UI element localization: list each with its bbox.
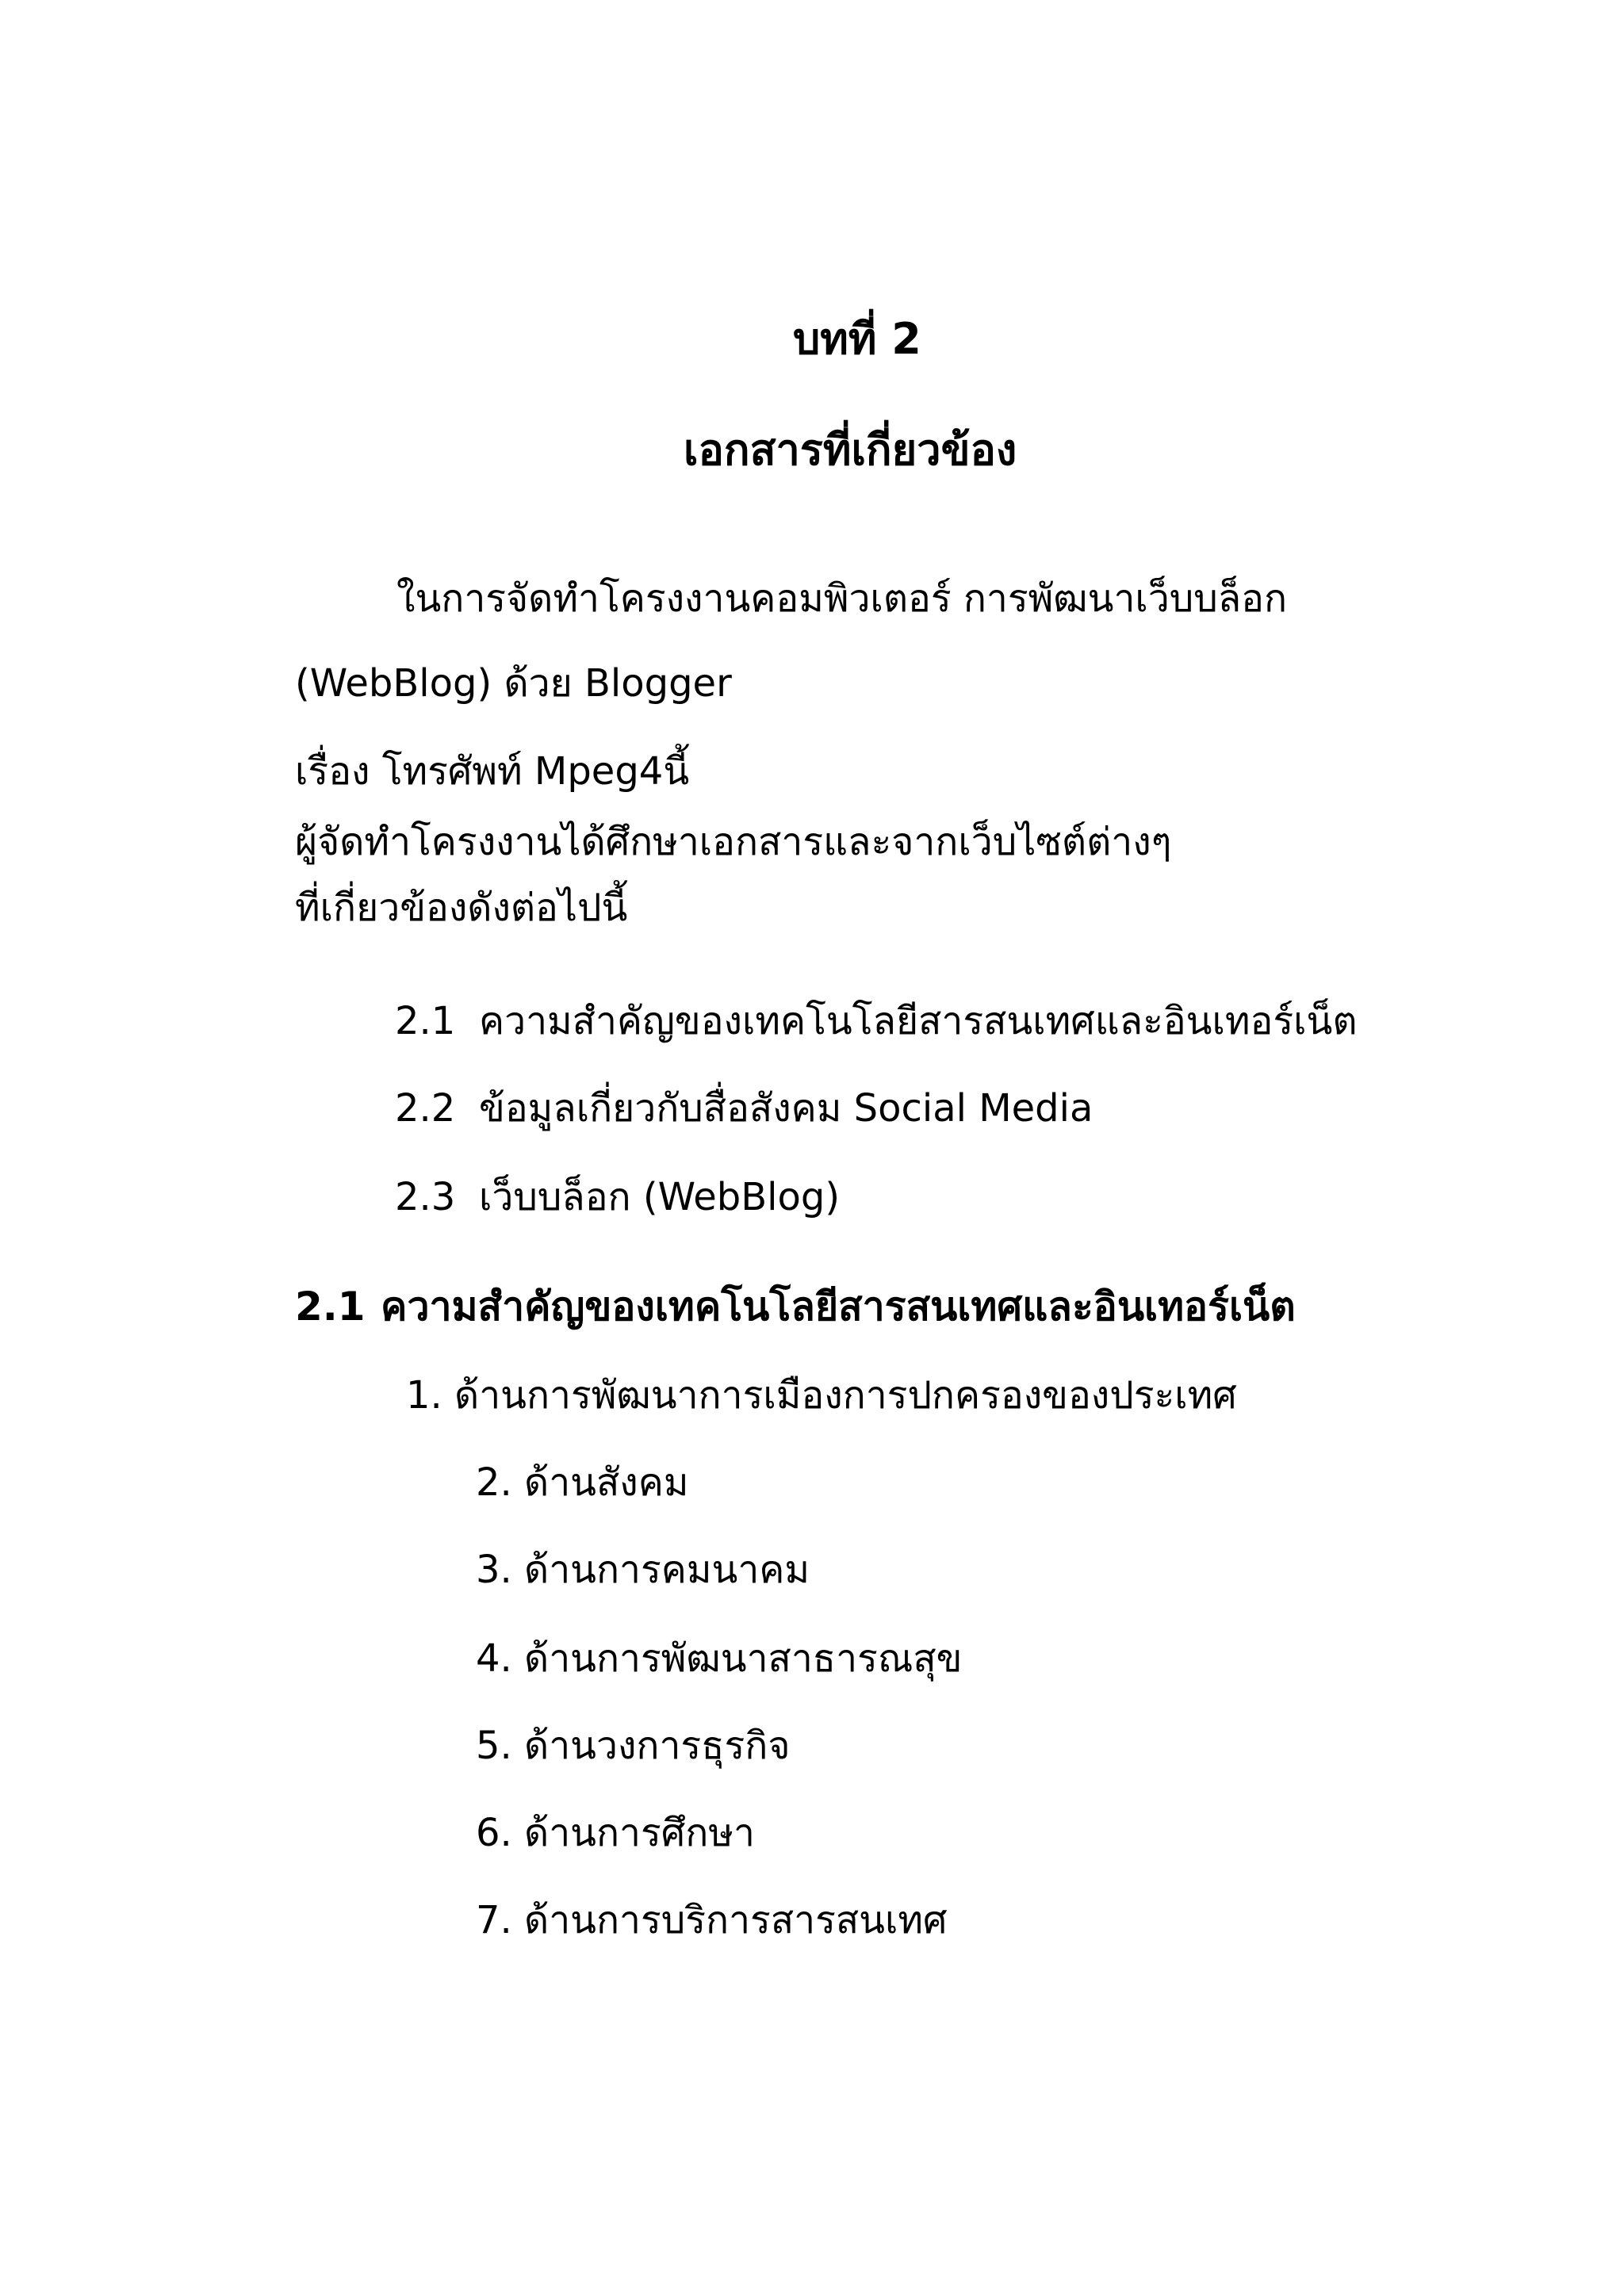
intro-line-5: ที่เกี่ยวข้องดังต่อไปนี้: [295, 886, 628, 930]
toc-item-label: เว็บบล็อก (WebBlog): [479, 1175, 841, 1219]
list-item: 6. ด้านการศึกษา: [476, 1811, 755, 1855]
chapter-subtitle: เอกสารที่เกี่ยวข้อง: [684, 425, 1017, 475]
toc-item-label: ความสำคัญของเทคโนโลยีสารสนเทศและอินเทอร์เน็ต: [479, 999, 1358, 1043]
intro-line-2: (WebBlog) ด้วย Blogger: [295, 661, 732, 706]
toc-item-label: ข้อมูลเกี่ยวกับสื่อสังคม Social Media: [479, 1086, 1094, 1131]
intro-line-4: ผู้จัดทำโครงงานได้ศึกษาเอกสารและจากเว็บไซต์ต่างๆ: [295, 820, 1172, 864]
toc-item-number: 2.1: [395, 999, 456, 1043]
list-item: 5. ด้านวงการธุรกิจ: [476, 1724, 791, 1768]
list-item: 3. ด้านการคมนาคม: [476, 1548, 810, 1592]
toc-item-number: 2.2: [395, 1086, 456, 1131]
section-number: 2.1: [295, 1284, 366, 1330]
list-item: 2. ด้านสังคม: [476, 1460, 689, 1505]
list-item: 7. ด้านการบริการสารสนเทศ: [476, 1898, 948, 1942]
toc-item: [395, 1085, 1093, 1132]
section-title: ความสำคัญของเทคโนโลยีสารสนเทศและอินเทอร์เน็ต: [381, 1284, 1296, 1330]
toc-item-number: 2.3: [395, 1175, 456, 1219]
section-heading: [295, 1283, 1296, 1330]
toc-item: [395, 997, 1358, 1045]
list-item: 1. ด้านการพัฒนาการเมืองการปกครองของประเทศ: [406, 1373, 1237, 1418]
chapter-title: บทที่ 2: [793, 314, 921, 364]
toc-item: [395, 1173, 840, 1221]
intro-line-1: ในการจัดทำโครงงานคอมพิวเตอร์ การพัฒนาเว็บบล็อก: [396, 576, 1288, 621]
list-item: 4. ด้านการพัฒนาสาธารณสุข: [476, 1636, 963, 1681]
intro-line-3: เรื่อง โทรศัพท์ Mpeg4นี้: [295, 749, 690, 794]
